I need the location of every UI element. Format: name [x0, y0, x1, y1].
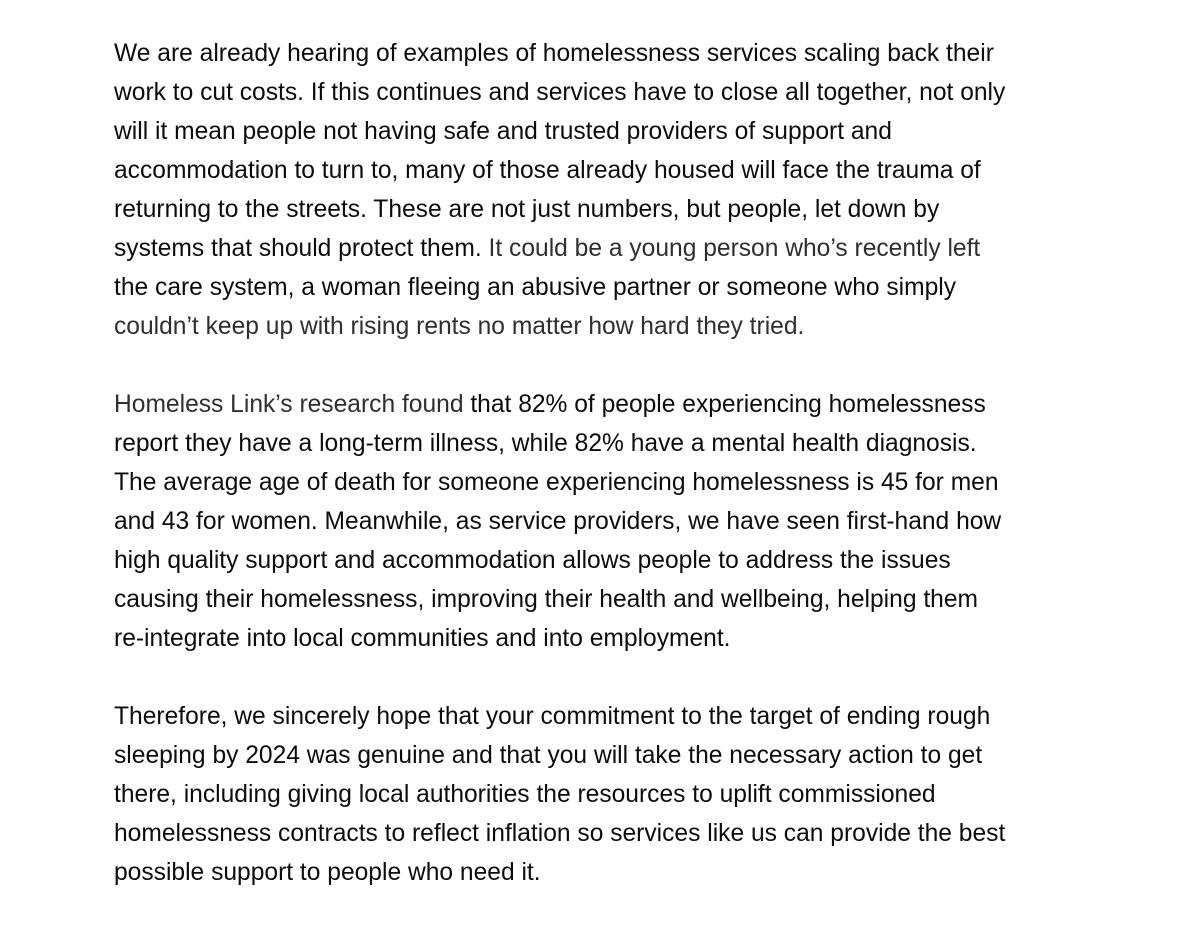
text-segment: work to cut costs. If this continues and services have to close all together, not only	[114, 79, 1006, 106]
text-segment: that 82% of people experiencing homelessness	[470, 391, 986, 418]
text-line	[114, 112, 1124, 151]
text-line	[114, 190, 1124, 229]
paragraph-2	[114, 385, 1124, 658]
text-segment: Homeless Link’s research found	[114, 391, 471, 418]
text-segment: and 43 for women. Meanwhile, as service providers, we have seen first-hand how	[114, 508, 1002, 535]
text-line	[114, 385, 1124, 424]
text-line	[114, 775, 1124, 814]
text-line	[114, 853, 1124, 892]
text-segment: there, including giving local authorities the resources to uplift commissioned	[114, 781, 936, 808]
text-line	[114, 424, 1124, 463]
paragraph-1	[114, 34, 1124, 346]
text-segment: re-integrate into local communities and into employment.	[114, 625, 731, 652]
text-segment: report they have a long-term illness, while 82% have a mental health diagnosis.	[114, 430, 977, 457]
text-line	[114, 34, 1124, 73]
text-segment: the care system, a woman fleeing an abusive partner or someone who simply	[114, 274, 957, 301]
text-segment: systems that should protect them.	[114, 235, 489, 262]
text-segment: The average age of death for someone experiencing homelessness is 45 for men	[114, 469, 999, 496]
text-line	[114, 151, 1124, 190]
text-segment: accommodation to turn to, many of those already housed will face the trauma of	[114, 157, 981, 184]
text-line	[114, 814, 1124, 853]
text-segment: will it mean people not having safe and trusted providers of support and	[114, 118, 892, 145]
text-segment: Therefore, we sincerely hope that your commitment to the target of ending rough	[114, 703, 991, 730]
paragraph-3	[114, 697, 1124, 892]
text-line	[114, 697, 1124, 736]
text-line	[114, 229, 1124, 268]
text-line	[114, 580, 1124, 619]
text-segment: We are already hearing of examples of homelessness services scaling back their	[114, 40, 994, 67]
text-line	[114, 736, 1124, 775]
text-line	[114, 73, 1124, 112]
text-segment: causing their homelessness, improving their health and wellbeing, helping them	[114, 586, 979, 613]
text-line	[114, 268, 1124, 307]
text-line	[114, 307, 1124, 346]
text-segment: possible support to people who need it.	[114, 859, 541, 886]
text-segment: high quality support and accommodation allows people to address the issues	[114, 547, 951, 574]
text-segment: homelessness contracts to reflect inflation so services like us can provide the best	[114, 820, 1006, 847]
text-segment: sleeping by 2024 was genuine and that you will take the necessary action to get	[114, 742, 983, 769]
text-segment: It could be a young person who’s recently left	[488, 235, 981, 262]
text-line	[114, 502, 1124, 541]
text-line	[114, 541, 1124, 580]
letter-body	[114, 34, 1124, 931]
text-line	[114, 463, 1124, 502]
text-segment: couldn’t keep up with rising rents no matter how hard they tried.	[114, 313, 805, 340]
text-segment: returning to the streets. These are not just numbers, but people, let down by	[114, 196, 940, 223]
text-line	[114, 619, 1124, 658]
